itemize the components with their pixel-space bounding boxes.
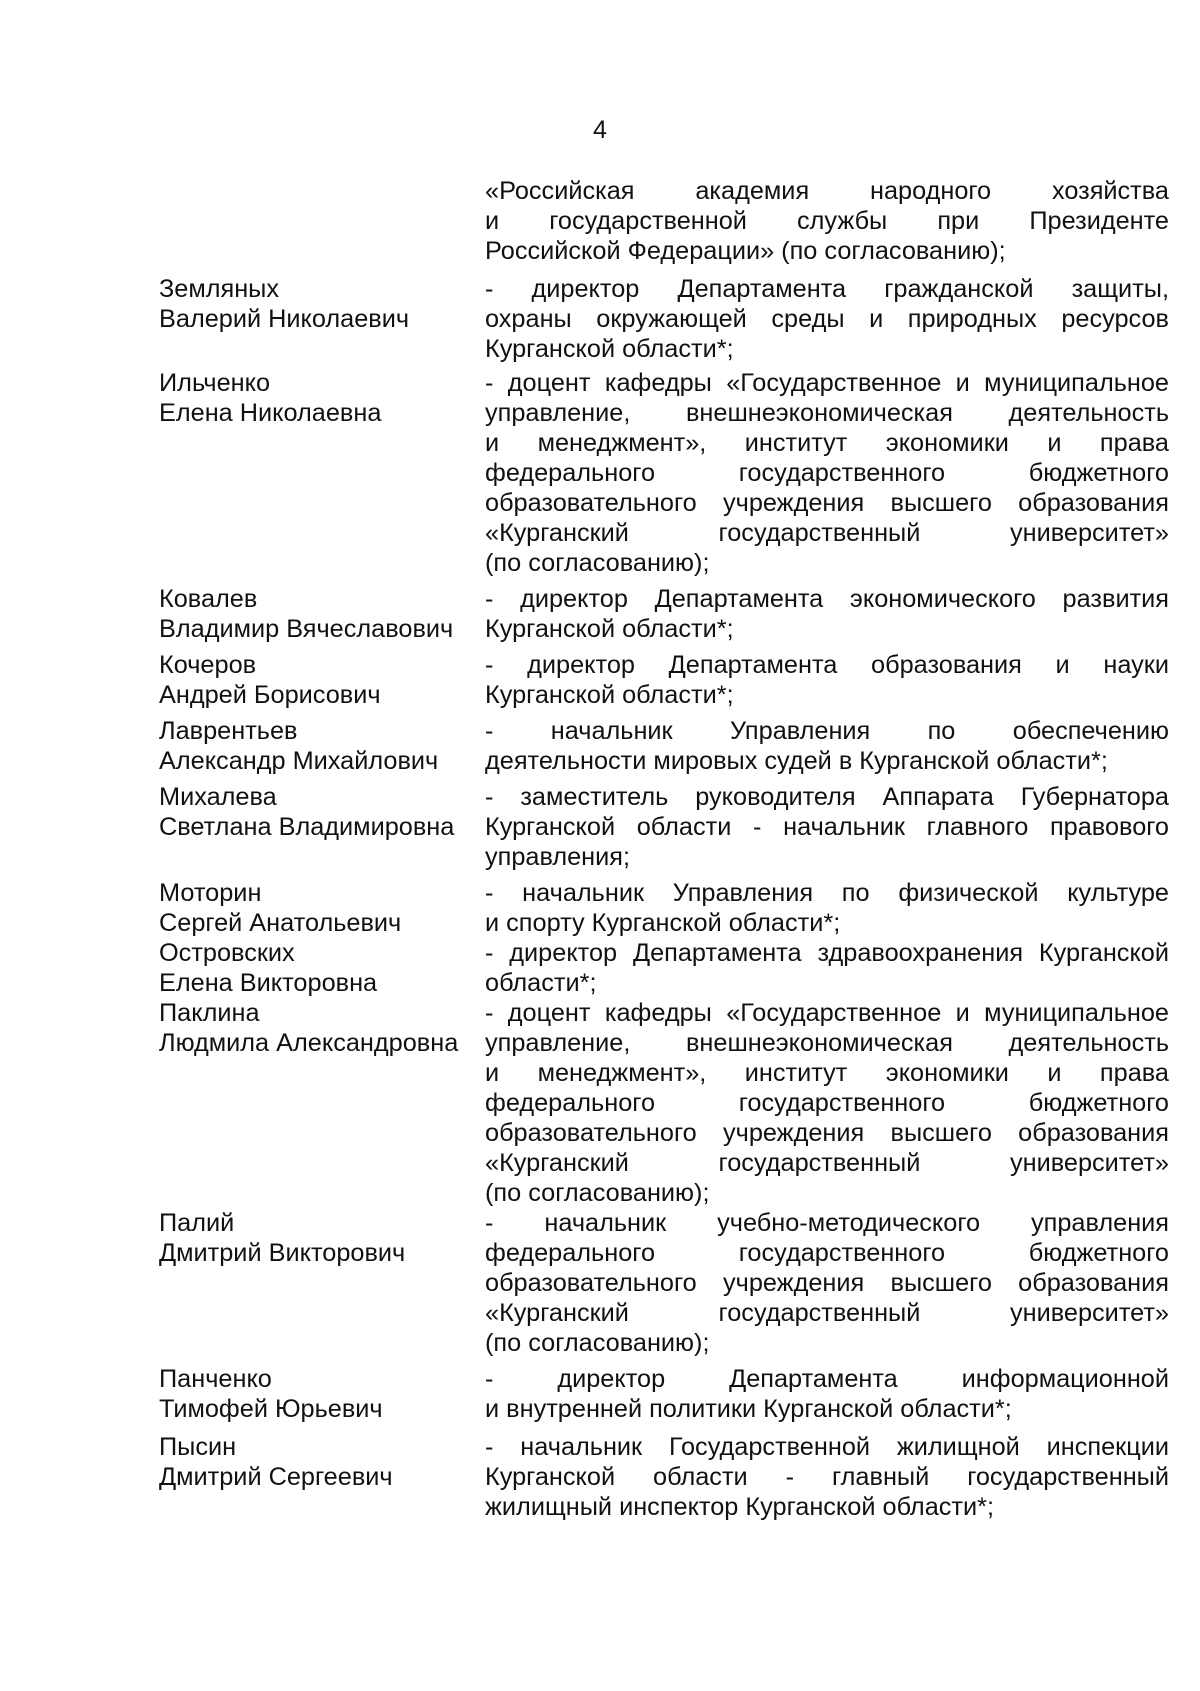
position-line: «Курганский государственный университет» xyxy=(485,1299,1169,1327)
position-line: федерального государственного бюджетного xyxy=(485,1089,1169,1117)
member-given-names: Светлана Владимировна xyxy=(159,813,455,841)
member-surname: Михалева xyxy=(159,783,277,811)
position-line: «Курганский государственный университет» xyxy=(485,1149,1169,1177)
member-entry xyxy=(159,274,1169,364)
member-given-names: Владимир Вячеславович xyxy=(159,615,454,643)
member-name xyxy=(159,368,485,428)
position-line: Курганской области*; xyxy=(485,335,734,363)
position-line: - директор Департамента экономического развития xyxy=(485,585,1169,613)
member-entry xyxy=(159,716,1169,776)
position-line: (по согласованию); xyxy=(485,1179,710,1207)
member-entry xyxy=(159,1432,1169,1522)
member-given-names: Дмитрий Викторович xyxy=(159,1239,406,1267)
member-position xyxy=(485,176,1169,266)
member-entry xyxy=(159,878,1169,938)
member-surname: Моторин xyxy=(159,879,262,907)
member-given-names: Сергей Анатольевич xyxy=(159,909,402,937)
member-entry xyxy=(159,584,1169,644)
position-line: управление, внешнеэкономическая деятельность xyxy=(485,1029,1169,1057)
position-line: федерального государственного бюджетного xyxy=(485,459,1169,487)
member-given-names: Елена Николаевна xyxy=(159,399,382,427)
member-entry xyxy=(159,176,1169,266)
member-surname: Островских xyxy=(159,939,295,967)
position-line: образовательного учреждения высшего образования xyxy=(485,1269,1169,1297)
position-line: Курганской области*; xyxy=(485,681,734,709)
position-line: жилищный инспектор Курганской области*; xyxy=(485,1493,995,1521)
member-list xyxy=(159,176,1169,1522)
member-given-names: Людмила Александровна xyxy=(159,1029,459,1057)
position-line: и менеджмент», институт экономики и права xyxy=(485,429,1169,457)
member-name xyxy=(159,650,485,710)
position-line: (по согласованию); xyxy=(485,549,710,577)
member-position xyxy=(485,782,1169,872)
member-position xyxy=(485,1364,1169,1424)
member-surname: Панченко xyxy=(159,1365,272,1393)
position-line: - доцент кафедры «Государственное и муниципальное xyxy=(485,999,1169,1027)
member-surname: Паклина xyxy=(159,999,260,1027)
member-entry xyxy=(159,1364,1169,1424)
member-name xyxy=(159,1364,485,1424)
member-position xyxy=(485,938,1169,998)
member-given-names: Тимофей Юрьевич xyxy=(159,1395,383,1423)
member-given-names: Андрей Борисович xyxy=(159,681,381,709)
position-line: федерального государственного бюджетного xyxy=(485,1239,1169,1267)
position-line: образовательного учреждения высшего образования xyxy=(485,489,1169,517)
member-position xyxy=(485,274,1169,364)
member-name xyxy=(159,274,485,334)
member-position xyxy=(485,878,1169,938)
position-line: Курганской области - начальник главного правового xyxy=(485,813,1169,841)
member-position xyxy=(485,716,1169,776)
member-given-names: Дмитрий Сергеевич xyxy=(159,1463,393,1491)
page-number: 4 xyxy=(593,116,607,144)
position-line: - директор Департамента здравоохранения Курганской xyxy=(485,939,1169,967)
position-line: «Российская академия народного хозяйства xyxy=(485,177,1169,205)
position-line: - директор Департамента гражданской защиты, xyxy=(485,275,1169,303)
member-given-names: Александр Михайлович xyxy=(159,747,439,775)
member-surname: Земляных xyxy=(159,275,279,303)
position-line: Курганской области*; xyxy=(485,615,734,643)
position-line: Курганской области - главный государственный xyxy=(485,1463,1169,1491)
member-entry xyxy=(159,938,1169,998)
position-line: и менеджмент», институт экономики и права xyxy=(485,1059,1169,1087)
member-surname: Ильченко xyxy=(159,369,271,397)
member-name xyxy=(159,878,485,938)
position-line: (по согласованию); xyxy=(485,1329,710,1357)
position-line: управление, внешнеэкономическая деятельность xyxy=(485,399,1169,427)
position-line: - директор Департамента информационной xyxy=(485,1365,1169,1393)
member-surname: Кочеров xyxy=(159,651,257,679)
position-line: - начальник учебно-методического управления xyxy=(485,1209,1169,1237)
position-line: и спорту Курганской области*; xyxy=(485,909,841,937)
member-entry xyxy=(159,1208,1169,1358)
member-surname: Лаврентьев xyxy=(159,717,298,745)
member-name xyxy=(159,716,485,776)
position-line: - начальник Управления по физической культуре xyxy=(485,879,1169,907)
member-surname: Ковалев xyxy=(159,585,258,613)
member-name xyxy=(159,998,485,1058)
member-position xyxy=(485,1208,1169,1358)
member-surname: Пысин xyxy=(159,1433,237,1461)
member-entry xyxy=(159,998,1169,1208)
position-line: - директор Департамента образования и науки xyxy=(485,651,1169,679)
position-line: - заместитель руководителя Аппарата Губернатора xyxy=(485,783,1169,811)
member-entry xyxy=(159,782,1169,872)
member-given-names: Валерий Николаевич xyxy=(159,305,410,333)
member-name xyxy=(159,782,485,842)
member-position xyxy=(485,1432,1169,1522)
position-line: образовательного учреждения высшего образования xyxy=(485,1119,1169,1147)
member-entry xyxy=(159,368,1169,578)
position-line: - доцент кафедры «Государственное и муниципальное xyxy=(485,369,1169,397)
member-name xyxy=(159,1208,485,1268)
member-given-names: Елена Викторовна xyxy=(159,969,378,997)
member-position xyxy=(485,584,1169,644)
position-line: деятельности мировых судей в Курганской области*; xyxy=(485,747,1108,775)
member-name xyxy=(159,1432,485,1492)
member-position xyxy=(485,650,1169,710)
position-line: и внутренней политики Курганской области*; xyxy=(485,1395,1012,1423)
member-entry xyxy=(159,650,1169,710)
member-position xyxy=(485,998,1169,1208)
position-line: - начальник Управления по обеспечению xyxy=(485,717,1169,745)
position-line: Российской Федерации» (по согласованию); xyxy=(485,237,1006,265)
member-surname: Палий xyxy=(159,1209,235,1237)
member-name xyxy=(159,584,485,644)
position-line: - начальник Государственной жилищной инспекции xyxy=(485,1433,1169,1461)
position-line: «Курганский государственный университет» xyxy=(485,519,1169,547)
member-name xyxy=(159,938,485,998)
member-position xyxy=(485,368,1169,578)
position-line: области*; xyxy=(485,969,597,997)
position-line: и государственной службы при Президенте xyxy=(485,207,1169,235)
position-line: охраны окружающей среды и природных ресурсов xyxy=(485,305,1169,333)
position-line: управления; xyxy=(485,843,630,871)
